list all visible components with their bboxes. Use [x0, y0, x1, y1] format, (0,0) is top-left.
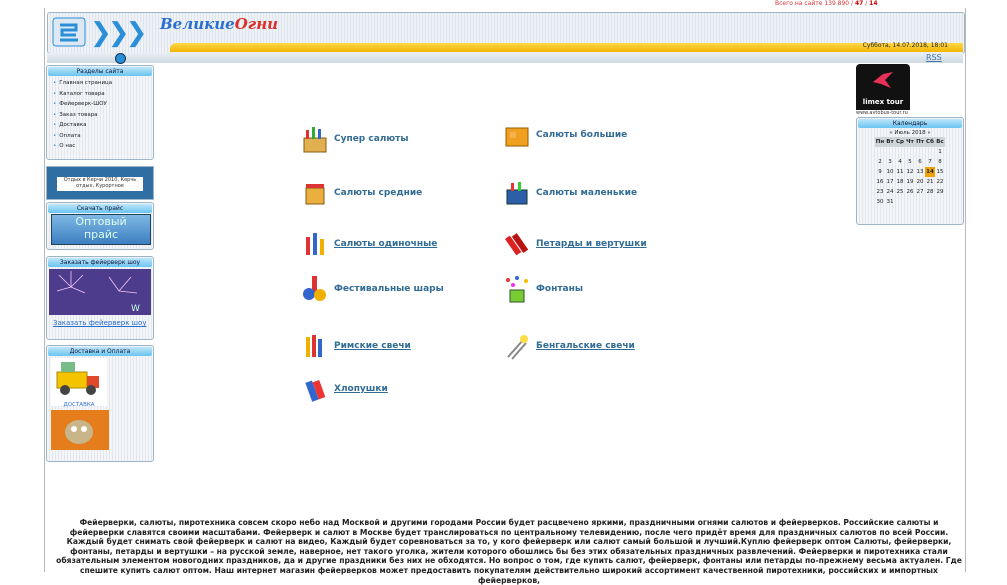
price-box — [46, 202, 154, 250]
catalog-item-roman[interactable]: Римские свечи — [300, 331, 411, 361]
catalog-item-sparklers[interactable]: Бенгальские свечи — [502, 331, 635, 361]
menu-item-show[interactable]: • Фейерверк-ШОУ — [47, 99, 153, 110]
site-header — [47, 12, 965, 54]
catalog-item-single[interactable]: Салюты одиночные — [300, 229, 437, 259]
calendar-box — [856, 117, 964, 225]
box-fireworks-icon — [502, 120, 532, 150]
calendar-title: Календарь — [858, 119, 962, 128]
price-title: Скачать прайс — [48, 204, 152, 213]
calendar-week: 2 3 4 5 6 7 8 — [878, 159, 942, 165]
party-popper-icon — [300, 374, 330, 404]
catalog-item-medium[interactable]: Салюты средние — [300, 178, 422, 208]
catalog-item-small[interactable]: Салюты маленькие — [502, 178, 637, 208]
site-logo-icon — [52, 17, 86, 47]
delivery-truck-icon — [51, 358, 107, 398]
current-date: Суббота, 14.07.2018, 18:01 — [862, 42, 948, 49]
nav-subbar — [47, 53, 963, 63]
header-bar — [170, 43, 963, 52]
delivery-label: ДОСТАВКА — [63, 402, 95, 408]
small-box-icon — [502, 178, 532, 208]
svg-text:W: W — [131, 304, 140, 314]
fireworks-show-image[interactable] — [49, 269, 151, 315]
brand-title[interactable]: ВеликиеОгни — [160, 15, 279, 33]
menu-item-about[interactable]: • О нас — [47, 141, 153, 152]
menu-item-payment[interactable]: • Оплата — [47, 131, 153, 142]
sections-title: Разделы сайта — [48, 67, 152, 76]
limex-tour-url[interactable]: www.avtobus-tour.ru — [856, 110, 920, 116]
menu-item-order[interactable]: • Заказ товара — [47, 110, 153, 121]
kerch-banner[interactable] — [46, 166, 154, 200]
sections-menu — [47, 77, 153, 152]
visitor-counter: Всего на сайте 139 890 / 47 / 14 — [775, 0, 878, 7]
cake-fireworks-icon — [300, 124, 330, 154]
catalog-item-big[interactable]: Салюты большие — [502, 120, 627, 150]
calendar-month[interactable]: « Июль 2018 » — [889, 130, 931, 136]
menu-item-home[interactable]: • Главная страница — [47, 78, 153, 89]
show-box — [46, 256, 154, 340]
roman-candle-icon — [300, 331, 330, 361]
payment-image[interactable] — [51, 410, 109, 450]
kerch-banner-alt: Отдых в Керчи 2010, Керчь отдых, Курортное — [57, 177, 143, 191]
menu-item-catalog[interactable]: • Каталог товара — [47, 89, 153, 100]
medium-box-icon — [300, 178, 330, 208]
catalog-item-super[interactable]: Супер салюты — [300, 124, 408, 154]
sections-box — [46, 65, 154, 160]
rss-link[interactable]: RSS — [926, 53, 942, 62]
single-rocket-icon — [300, 229, 330, 259]
calendar-week: 9 10 11 12 13 14 15 — [878, 169, 944, 175]
calendar-week: 30 31 — [876, 199, 894, 205]
calendar-week: 23 24 25 26 27 28 29 — [876, 189, 944, 195]
calendar-week: 1 — [938, 149, 942, 155]
show-title: Заказать фейерверк шоу — [48, 258, 152, 267]
arrows-icon: ❯❯❯ — [90, 18, 144, 48]
catalog-item-poppers[interactable]: Хлопушки — [300, 374, 388, 404]
calendar-today[interactable]: 14 — [926, 169, 934, 175]
delivery-title: Доставка и Оплата — [48, 347, 152, 356]
arrow-right-icon[interactable] — [115, 53, 126, 64]
calendar-table — [875, 137, 945, 207]
delivery-box — [46, 345, 154, 462]
limex-tour-logo[interactable]: limex tour — [856, 64, 910, 116]
promo-text: Фейерверки, салюты, пиротехника совсем скоро небо над Москвой и другими городами России будет расцвечено яркими, праздничными огнями салютов и фейерверков. Российские салюты и фейерверки славятся своими масштабами. Фейерверк и салют в Москве будет транслироваться по центральному телевидению, после чего придёт время для праздничных салютов по всей России. Каждый будет снимать свой фейерверк и салют на видео, Каждый будет соревноваться за то, у кого фейерверк или салют самый большой и лучший.Куплю фейерверк оптом Салюты, фейерверки, фонтаны, петарды и вертушки – на русской земле, наверное, нет такого уголка, жители которого обошлись бы без этих обязательных праздничных развлечений. Фейерверки и пиротехника стали обязательным элементом новогодних праздников, да и другие праздники без них не обходятся. Но вопрос о том, где купить салют, фейерверк, фонтаны или петарды по-прежнему весьма актуален. Где спешите купить салют оптом. Наш интернет магазин фейерверков может предоставить покупателям действительно широкий ассортимент качественной пиротехники, российских и импортных фейерверков, — [56, 518, 962, 585]
hummingbird-icon — [871, 70, 895, 92]
catalog-item-fountains[interactable]: Фонтаны — [502, 274, 583, 304]
sparkler-icon — [502, 331, 532, 361]
fountain-icon — [502, 274, 532, 304]
delivery-image[interactable] — [51, 358, 107, 406]
calendar-week: 16 17 18 19 20 21 22 — [876, 179, 944, 185]
catalog-item-balloons[interactable]: Фестивальные шары — [300, 274, 444, 304]
calendar-weekdays: Пн Вт Ср Чт Пт Сб Вс — [875, 139, 944, 145]
catalog-item-firecrackers[interactable]: Петарды и вертушки — [502, 229, 647, 259]
firecracker-icon — [502, 229, 532, 259]
price-download-button[interactable]: Оптовый прайс — [51, 214, 151, 245]
menu-item-delivery[interactable]: • Доставка — [47, 120, 153, 131]
order-show-link[interactable]: Заказать фейерверк шоу — [53, 319, 147, 327]
balloons-icon — [300, 274, 330, 304]
